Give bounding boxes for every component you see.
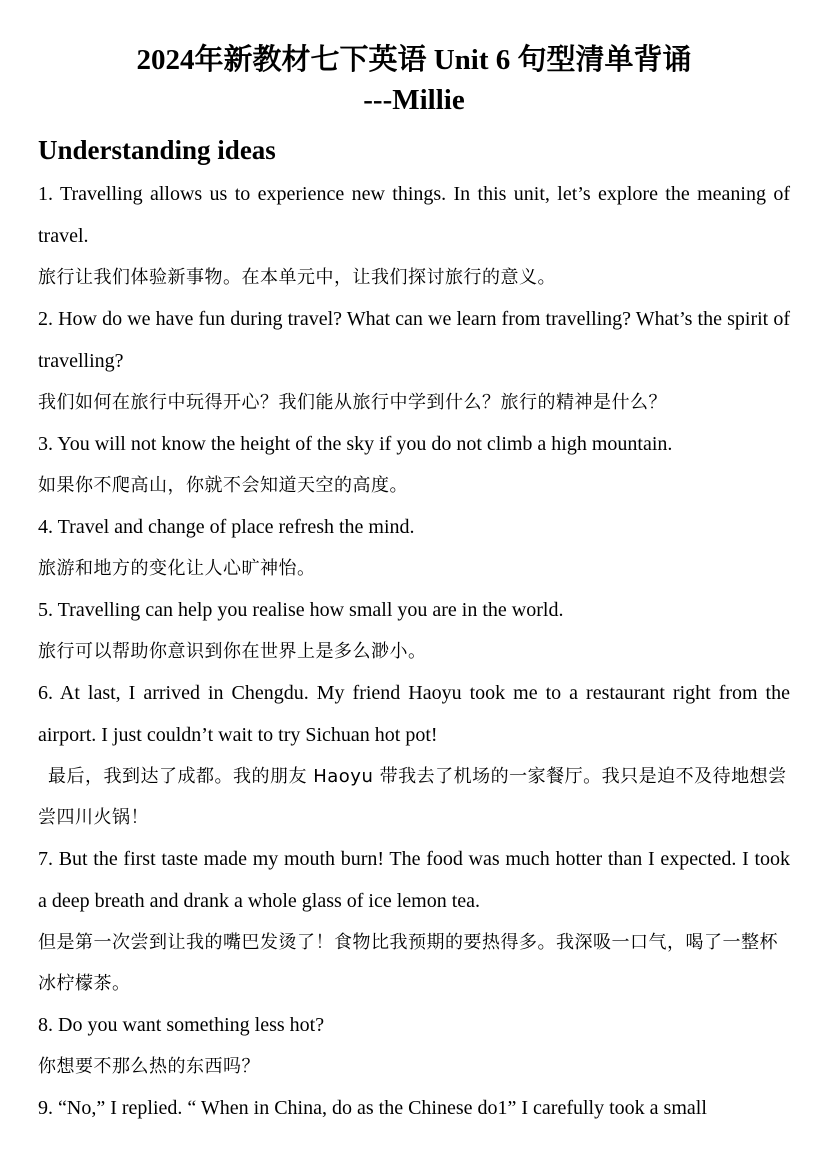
chinese-translation: 最后，我到达了成都。我的朋友 Haoyu 带我去了机场的一家餐厅。我只是迫不及待地想尝尝四川火锅！ — [38, 766, 787, 828]
english-sentence: 9. “No,” I replied. “ When in China, do as the Chinese do1” I carefully took a small — [38, 1097, 707, 1119]
chinese-translation: 但是第一次尝到让我的嘴巴发烫了！食物比我预期的要热得多。我深吸一口气，喝了一整杯冰柠檬茶。 — [38, 932, 778, 994]
title-line-2: ---Millie — [363, 84, 465, 116]
english-sentence: 2. How do we have fun during travel? What can we learn from travelling? What’s the spirit of travelling? — [38, 308, 790, 372]
sentence-item — [38, 423, 790, 506]
chinese-translation: 旅行可以帮助你意识到你在世界上是多么渺小。 — [38, 641, 427, 662]
sentence-item — [38, 589, 790, 672]
english-sentence: 8. Do you want something less hot? — [38, 1014, 325, 1036]
sentence-item — [38, 298, 790, 423]
chinese-translation: 旅行让我们体验新事物。在本单元中，让我们探讨旅行的意义。 — [38, 267, 556, 288]
sentence-item — [38, 838, 790, 1004]
sentence-item — [38, 1004, 790, 1087]
chinese-translation: 如果你不爬高山，你就不会知道天空的高度。 — [38, 475, 408, 496]
english-sentence: 1. Travelling allows us to experience new things. In this unit, let’s explore the meaning of travel. — [38, 183, 790, 247]
document-title — [38, 40, 790, 120]
chinese-translation: 旅游和地方的变化让人心旷神怡。 — [38, 558, 316, 579]
sentence-item — [38, 173, 790, 298]
sentence-item — [38, 672, 790, 838]
english-sentence: 4. Travel and change of place refresh the mind. — [38, 516, 415, 538]
section-heading: Understanding ideas — [38, 135, 276, 165]
english-sentence: 5. Travelling can help you realise how small you are in the world. — [38, 599, 564, 621]
sentence-item — [38, 506, 790, 589]
sentence-item — [38, 1087, 790, 1129]
chinese-translation: 你想要不那么热的东西吗？ — [38, 1056, 260, 1077]
chinese-translation: 我们如何在旅行中玩得开心？我们能从旅行中学到什么？旅行的精神是什么？ — [38, 392, 667, 413]
title-line-1: 2024年新教材七下英语 Unit 6 句型清单背诵 — [136, 44, 692, 76]
english-sentence: 7. But the first taste made my mouth burn! The food was much hotter than I expected. I took a deep breath and drank a whole glass of ice lemon tea. — [38, 848, 790, 912]
english-sentence: 6. At last, I arrived in Chengdu. My friend Haoyu took me to a restaurant right from the airport. I just couldn’t wait to try Sichuan hot pot! — [38, 682, 790, 746]
document-page — [38, 40, 790, 1129]
english-sentence: 3. You will not know the height of the sky if you do not climb a high mountain. — [38, 433, 673, 455]
